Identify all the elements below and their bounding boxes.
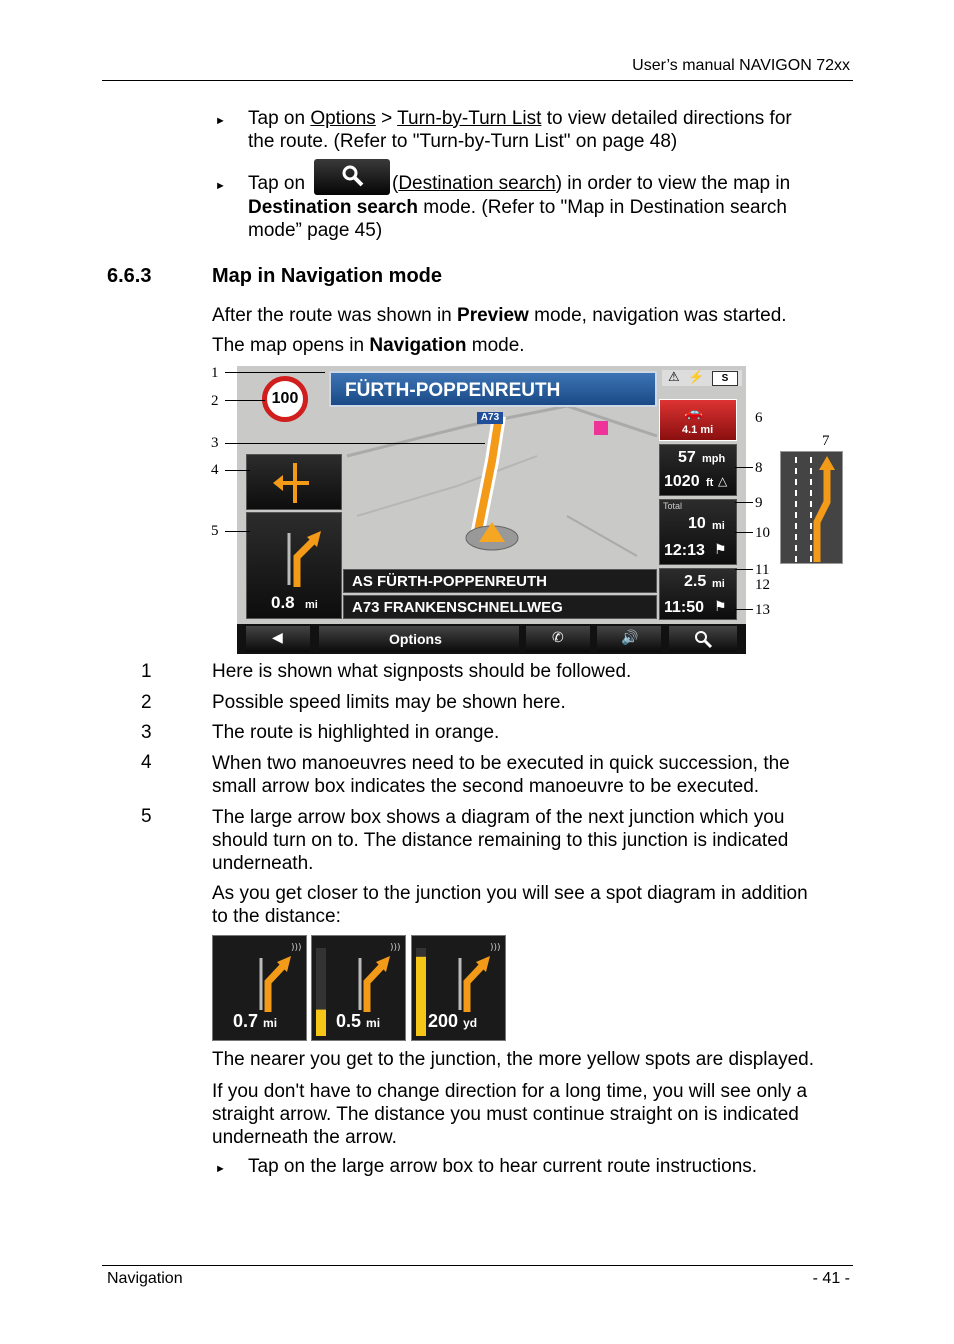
callout-line — [225, 400, 265, 401]
small-arrow-box — [246, 454, 342, 510]
callout-8: 8 — [755, 460, 763, 476]
bottom-toolbar — [237, 624, 746, 654]
section-title: Map in Navigation mode — [212, 265, 443, 287]
phone-icon: ✆ — [552, 629, 564, 645]
speed-limit-sign: 100 — [262, 376, 308, 422]
svg-text:))): ))) — [490, 943, 501, 953]
altitude-icon: △ — [718, 474, 728, 488]
header-rule — [102, 80, 853, 81]
status-bar — [662, 370, 742, 386]
volume-button[interactable] — [597, 626, 661, 652]
turn-left-arrow-icon — [247, 455, 343, 511]
callout-10: 10 — [755, 525, 770, 541]
legend-num-4: 4 — [141, 752, 152, 773]
bullet-icon: ► — [215, 180, 226, 192]
bullet-last: Tap on the large arrow box to hear current route instructions. — [248, 1156, 758, 1177]
warning-icon: ⚠ — [668, 369, 680, 384]
road-shield: A73 — [477, 412, 503, 424]
gps-icon: ⚡ — [688, 369, 705, 384]
arrow-thumb-2: ))) 0.5 mi — [311, 935, 406, 1041]
callout-line — [735, 609, 753, 610]
legend-num-1: 1 — [141, 661, 152, 682]
callout-13: 13 — [755, 602, 770, 618]
intro-line-2: The map opens in Navigation mode. — [212, 335, 525, 356]
legend-text-1: Here is shown what signposts should be followed. — [212, 661, 632, 682]
legend-text-4: When two manoeuvres need to be executed in quick succession, the small arrow box indicates the second manoeuvre to be executed. — [212, 753, 790, 797]
total-box: Total 10 mi 12:13 ⚑ — [659, 499, 737, 565]
callout-11: 11 — [755, 562, 770, 578]
footer-chapter: Navigation — [107, 1270, 183, 1287]
section-number: 6.6.3 — [107, 265, 152, 287]
callout-1: 1 — [211, 365, 219, 381]
legend-text-3: The route is highlighted in orange. — [212, 722, 500, 743]
callout-line — [225, 531, 250, 532]
turn-by-turn-link[interactable]: Turn-by-Turn List — [397, 108, 542, 129]
arrow-thumb-1: ))) 0.7 mi — [212, 935, 307, 1041]
flag-icon: ⚑ — [714, 598, 727, 614]
running-header: User’s manual NAVIGON 72xx — [632, 57, 850, 74]
destination-search-link[interactable]: Destination search — [398, 173, 556, 194]
footer-page-number: - 41 - — [812, 1270, 850, 1287]
callout-line — [735, 532, 753, 533]
next-box: 2.5 mi 11:50 ⚑ — [659, 568, 737, 620]
bullet-text-2c: Destination search mode. (Refer to "Map in Destination search mode” page 45) — [248, 197, 787, 241]
bullet-text-2b: (Destination search) in order to view the map in — [392, 173, 791, 194]
callout-6: 6 — [755, 410, 763, 426]
callout-line — [735, 569, 753, 570]
large-arrow-box[interactable]: 0.8 mi — [246, 512, 342, 619]
search-button[interactable] — [669, 626, 737, 652]
navigation-screenshot — [237, 366, 746, 654]
speaker-icon: 🔊 — [621, 629, 639, 645]
callout-12: 12 — [755, 577, 770, 593]
callout-4: 4 — [211, 462, 219, 478]
callout-line — [225, 470, 250, 471]
bullet-icon: ► — [215, 115, 226, 127]
intro-line-1: After the route was shown in Preview mode, navigation was started. — [212, 305, 787, 326]
traffic-car-icon: 🚗 — [684, 404, 703, 421]
legend-text-2: Possible speed limits may be shown here. — [212, 692, 566, 713]
callout-7: 7 — [822, 433, 830, 449]
svg-text:))): ))) — [291, 943, 302, 953]
traffic-button[interactable]: 🚗 4.1 mi — [659, 399, 737, 441]
options-link[interactable]: Options — [310, 108, 376, 129]
callout-line — [735, 502, 753, 503]
bullet-icon: ► — [215, 1163, 226, 1175]
legend-num-5: 5 — [141, 806, 152, 827]
footer-rule — [102, 1265, 853, 1266]
street-current: AS FÜRTH-POPPENREUTH — [343, 569, 657, 593]
para-closer: As you get closer to the junction you will see a spot diagram in addition to the distance: — [212, 883, 808, 927]
callout-line — [225, 372, 325, 373]
phone-button[interactable] — [526, 626, 590, 652]
signpost-text: FÜRTH-POPPENREUTH — [345, 380, 561, 401]
legend-text-5: The large arrow box shows a diagram of the next junction which you should turn on to. The distance remaining to this junction is indicated underneath. — [212, 807, 789, 874]
flag-icon: ⚑ — [714, 541, 727, 557]
callout-line — [225, 443, 485, 444]
speed-altitude-box: 57 mph 1020 ft △ — [659, 444, 737, 496]
bullet-text-2a: Tap on — [248, 173, 306, 194]
legend-num-2: 2 — [141, 692, 152, 713]
sound-status: S — [712, 371, 738, 386]
callout-line — [735, 467, 753, 468]
svg-text:))): ))) — [390, 943, 401, 953]
lane-assistant — [780, 451, 843, 564]
search-button-image — [314, 159, 390, 195]
turn-right-arrow-icon — [213, 936, 306, 1016]
back-arrow-icon: ◀ — [272, 629, 283, 645]
search-icon — [669, 626, 737, 652]
lane-arrow-icon — [781, 452, 844, 565]
back-button[interactable] — [246, 626, 310, 652]
callout-9: 9 — [755, 495, 763, 511]
turn-right-arrow-icon — [247, 513, 343, 591]
search-icon — [314, 159, 390, 195]
options-button[interactable]: Options — [319, 626, 519, 652]
para-straight: If you don't have to change direction for a long time, you will see only a straight arrow. The distance you must continue straight on is indicated underneath the arrow. — [212, 1081, 808, 1148]
callout-2: 2 — [211, 393, 219, 409]
callout-3: 3 — [211, 435, 219, 451]
street-next: A73 FRANKENSCHNELLWEG — [343, 595, 657, 619]
callout-5: 5 — [211, 523, 219, 539]
para-nearer: The nearer you get to the junction, the more yellow spots are displayed. — [212, 1049, 815, 1070]
bullet-text-1: Tap on Options > Turn-by-Turn List to view detailed directions for the route. (Refer to "Turn-by-Turn List" on page 48) — [248, 108, 792, 152]
arrow-thumb-3: ))) 200 yd — [411, 935, 506, 1041]
legend-num-3: 3 — [141, 722, 152, 743]
signpost — [329, 371, 657, 407]
